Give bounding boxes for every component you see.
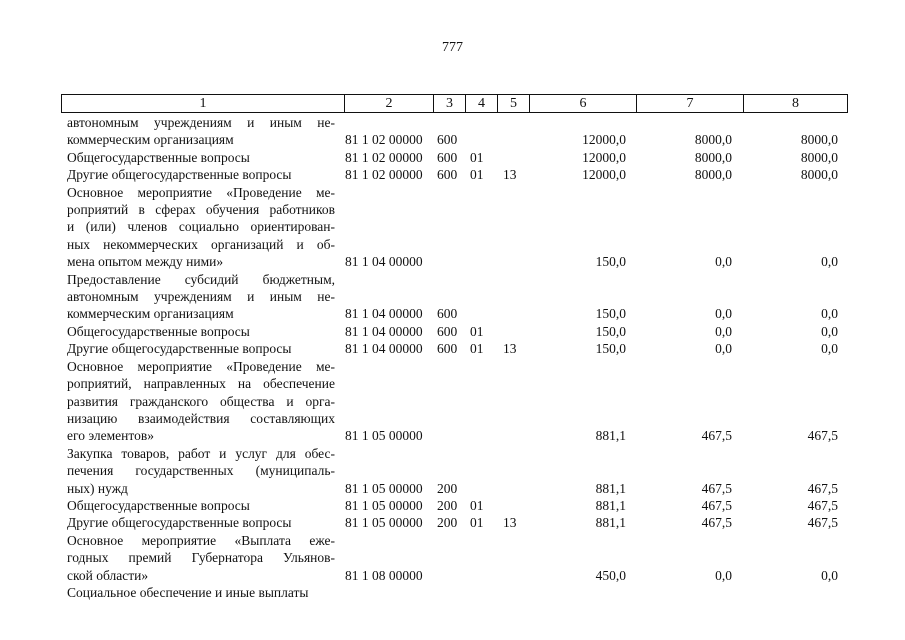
table-row [0,114,905,149]
amount-col-7: 0,0 [715,306,732,322]
row-description [67,497,335,514]
description-line: роприятий в сферах обучения работников [67,202,335,218]
amount-col-6: 150,0 [595,323,626,339]
subsection-code: 13 [503,341,517,357]
description-line: Общегосударственные вопросы [67,149,250,165]
page-number: 777 [442,40,463,55]
target-article-code: 81 1 04 00000 [345,341,423,357]
amount-col-7: 0,0 [715,323,732,339]
description-line: годных премий Губернатора Ульянов- [67,550,335,566]
table-row [0,149,905,166]
table-row [0,271,905,323]
amount-col-7: 0,0 [715,254,732,270]
target-article-code: 81 1 04 00000 [345,323,423,339]
target-article-code: 81 1 05 00000 [345,428,423,444]
amount-col-6: 881,1 [595,480,626,496]
amount-col-8: 0,0 [821,567,838,583]
row-description [67,166,335,183]
amount-col-6: 150,0 [595,341,626,357]
expense-type-code: 600 [437,149,458,165]
description-line: Социальное обеспечение и иные выплаты [67,584,309,600]
amount-col-7: 467,5 [701,428,732,444]
table-row [0,497,905,514]
description-line: низацию взаимодействия составляющих [67,410,335,426]
row-description [67,445,335,497]
target-article-code: 81 1 08 00000 [345,567,423,583]
column-header-1: 1 [62,95,345,113]
amount-col-7: 8000,0 [694,167,732,183]
description-line: Предоставление субсидий бюджетным, [67,271,335,287]
column-header-8: 8 [744,95,848,113]
target-article-code: 81 1 04 00000 [345,306,423,322]
target-article-code: 81 1 02 00000 [345,149,423,165]
description-line: мена опытом между ними» [67,254,224,270]
description-line: ской области» [67,567,149,583]
column-header-table [61,94,848,113]
amount-col-6: 12000,0 [582,167,626,183]
amount-col-8: 467,5 [807,480,838,496]
description-line: Другие общегосударственные вопросы [67,515,292,531]
amount-col-8: 0,0 [821,323,838,339]
table-row [0,532,905,584]
description-line: роприятий, направленных на обеспечение [67,376,335,392]
amount-col-7: 0,0 [715,341,732,357]
column-header-row [62,95,848,113]
amount-col-8: 0,0 [821,306,838,322]
description-line: печения государственных (муниципаль- [67,463,335,479]
amount-col-8: 8000,0 [800,132,838,148]
amount-col-8: 8000,0 [800,167,838,183]
description-line: развития гражданского общества и орга- [67,393,335,409]
target-article-code: 81 1 04 00000 [345,254,423,270]
target-article-code: 81 1 02 00000 [345,167,423,183]
table-row [0,184,905,271]
amount-col-6: 450,0 [595,567,626,583]
table-row [0,445,905,497]
column-header-2: 2 [345,95,434,113]
description-line: Общегосударственные вопросы [67,323,250,339]
section-code: 01 [470,149,484,165]
table-row [0,166,905,183]
description-line: автономным учреждениям и иным не- [67,289,335,305]
amount-col-7: 0,0 [715,567,732,583]
description-line: ных) нужд [67,480,128,496]
expense-type-code: 600 [437,167,458,183]
amount-col-8: 0,0 [821,254,838,270]
table-row [0,323,905,340]
amount-col-6: 12000,0 [582,132,626,148]
expense-type-code: 200 [437,480,458,496]
description-line: Основное мероприятие «Проведение ме- [67,184,335,200]
subsection-code: 13 [503,167,517,183]
description-line: его элементов» [67,428,154,444]
amount-col-7: 8000,0 [694,149,732,165]
description-line: Другие общегосударственные вопросы [67,167,292,183]
section-code: 01 [470,323,484,339]
row-description [67,340,335,357]
row-description [67,149,335,166]
row-description [67,323,335,340]
section-code: 01 [470,341,484,357]
expense-type-code: 600 [437,341,458,357]
amount-col-7: 8000,0 [694,132,732,148]
target-article-code: 81 1 02 00000 [345,132,423,148]
table-row [0,584,905,601]
amount-col-8: 0,0 [821,341,838,357]
row-description [67,184,335,271]
amount-col-6: 881,1 [595,515,626,531]
column-header-6: 6 [530,95,637,113]
row-description [67,532,335,584]
amount-col-8: 467,5 [807,497,838,513]
description-line: Другие общегосударственные вопросы [67,341,292,357]
target-article-code: 81 1 05 00000 [345,497,423,513]
expense-type-code: 200 [437,497,458,513]
expense-type-code: 600 [437,306,458,322]
row-description [67,514,335,531]
amount-col-8: 467,5 [807,428,838,444]
expense-type-code: 200 [437,515,458,531]
expense-type-code: 600 [437,323,458,339]
row-description [67,271,335,323]
description-line: Основное мероприятие «Проведение ме- [67,358,335,374]
amount-col-7: 467,5 [701,497,732,513]
target-article-code: 81 1 05 00000 [345,480,423,496]
description-line: автономным учреждениям и иным не- [67,115,335,130]
amount-col-6: 150,0 [595,306,626,322]
table-row [0,340,905,357]
column-header-5: 5 [498,95,530,113]
description-line: Закупка товаров, работ и услуг для обес- [67,445,335,461]
column-header-4: 4 [466,95,498,113]
table-row [0,514,905,531]
section-code: 01 [470,497,484,513]
description-line: коммерческим организациям [67,306,234,322]
subsection-code: 13 [503,515,517,531]
column-header-7: 7 [637,95,744,113]
description-line: Основное мероприятие «Выплата еже- [67,532,335,548]
expense-type-code: 600 [437,132,458,148]
target-article-code: 81 1 05 00000 [345,515,423,531]
budget-table-body [0,114,905,601]
row-description [67,114,335,149]
section-code: 01 [470,167,484,183]
amount-col-8: 8000,0 [800,149,838,165]
row-description [67,358,335,445]
description-line: Общегосударственные вопросы [67,497,250,513]
column-header-3: 3 [434,95,466,113]
description-line: ных некоммерческих организаций и об- [67,236,335,252]
amount-col-6: 150,0 [595,254,626,270]
section-code: 01 [470,515,484,531]
amount-col-8: 467,5 [807,515,838,531]
amount-col-7: 467,5 [701,515,732,531]
amount-col-6: 12000,0 [582,149,626,165]
amount-col-7: 467,5 [701,480,732,496]
description-line: и (или) членов социально ориентирован- [67,219,335,235]
description-line: коммерческим организациям [67,132,234,148]
amount-col-6: 881,1 [595,428,626,444]
amount-col-6: 881,1 [595,497,626,513]
table-row [0,358,905,445]
row-description [67,584,335,601]
